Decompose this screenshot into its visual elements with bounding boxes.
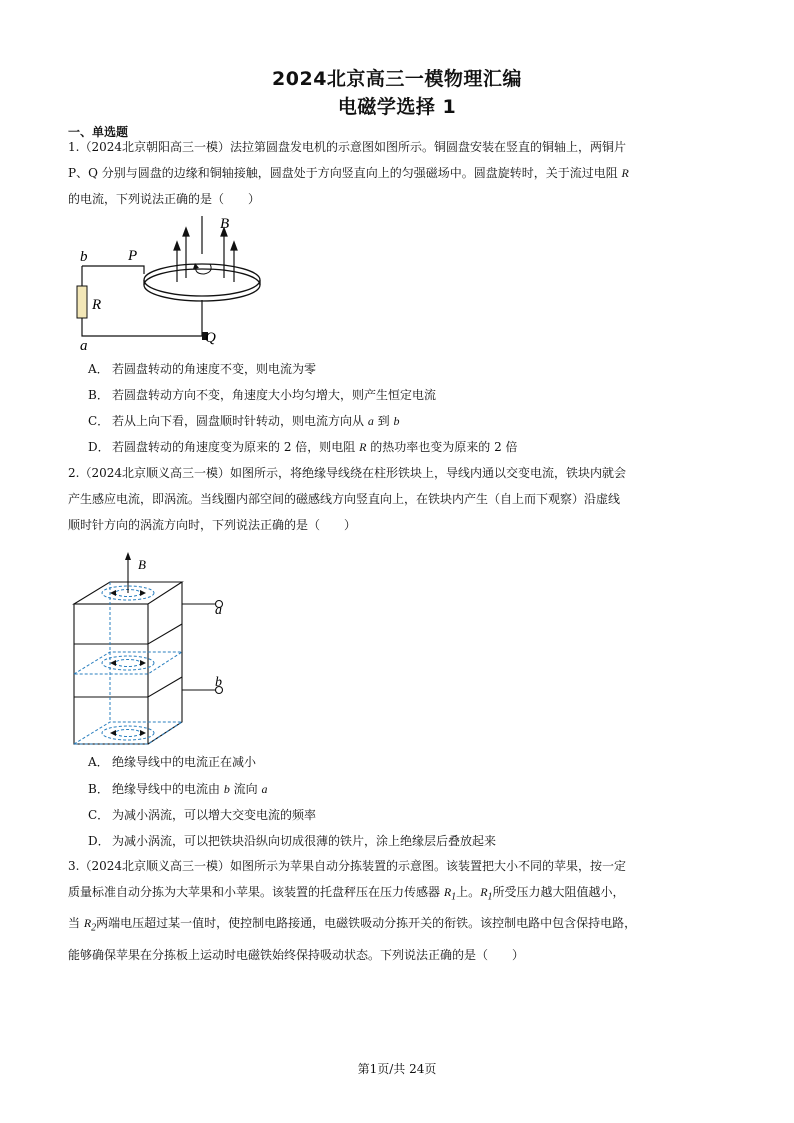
q2-option-b: B． 绝缘导线中的电流由 b 流向 a: [88, 782, 268, 796]
q1-line1: 1.（2024北京朝阳高三一模）法拉第圆盘发电机的示意图如图所示。铜圆盘安装在竖直的铜轴上，两铜片: [68, 140, 626, 154]
q2-iron-block-figure: [66, 552, 236, 752]
q2-label-a: a: [215, 603, 222, 618]
q3-line1: 3.（2024北京顺义高三一模）如图所示为苹果自动分拣装置的示意图。该装置把大小不同的苹果，按一定: [68, 859, 626, 873]
q2-label-b: b: [215, 675, 222, 690]
document-title-line2: 电磁学选择 1: [337, 96, 457, 118]
section-heading: 一、单选题: [68, 125, 129, 139]
q1-label-a: a: [80, 338, 88, 354]
page-footer: 第1页/共 24页: [357, 1062, 437, 1076]
q1-line3: 的电流，下列说法正确的是（ ）: [68, 192, 261, 206]
q2-line1: 2.（2024北京顺义高三一模）如图所示，将绝缘导线绕在柱形铁块上，导线内通以交变电流，铁块内就会: [68, 466, 626, 480]
q1-label-P: P: [128, 248, 138, 264]
q2-option-d: D． 为减小涡流，可以把铁块沿纵向切成很薄的铁片，涂上绝缘层后叠放起来: [88, 834, 497, 848]
question-3-stem: [68, 853, 728, 968]
q1-option-d: D． 若圆盘转动的角速度变为原来的 2 倍，则电阻 R 的热功率也变为原来的 2 倍: [88, 440, 518, 454]
q3-line3: 当 $R_2$两端电压超过某一值时，使控制电路接通，电磁铁吸动分拣开关的衔铁。该控制电路中包含保持电路，: [68, 916, 637, 934]
q3-line4: 能够确保苹果在分拣板上运动时电磁铁始终保持吸动状态。下列说法正确的是（ ）: [68, 947, 525, 962]
q3-line2: 质量标准自动分拣为大苹果和小苹果。该装置的托盘秤压在压力传感器 $R_1$上。$R_1$所受压力越大阻值越小，: [68, 885, 625, 903]
q1-label-Q: Q: [205, 330, 216, 346]
q2-option-c: C． 为减小涡流，可以增大交变电流的频率: [88, 808, 317, 822]
q1-label-R: R: [92, 297, 102, 313]
q1-disc-generator-figure: [72, 214, 272, 354]
q1-option-a: A． 若圆盘转动的角速度不变，则电流为零: [88, 362, 317, 376]
q2-line2: 产生感应电流，即涡流。当线圈内部空间的磁感线方向竖直向上，在铁块内产生（自上而下观察）沿虚线: [68, 492, 621, 506]
q1-label-b: b: [80, 249, 88, 265]
q2-label-B: B: [138, 557, 146, 572]
question-1-stem: [68, 134, 728, 212]
q1-option-b: B． 若圆盘转动方向不变，角速度大小均匀增大，则产生恒定电流: [88, 388, 437, 402]
q2-line3: 顺时针方向的涡流方向时，下列说法正确的是（ ）: [68, 518, 357, 532]
q1-option-c: C． 若从上向下看，圆盘顺时针转动，则电流方向从 a 到 b: [88, 414, 400, 428]
q1-line2: P、Q 分别与圆盘的边缘和铜轴接触，圆盘处于方向竖直向上的匀强磁场中。圆盘旋转时，关于流过电阻 R: [68, 166, 629, 180]
q1-label-B: B: [220, 216, 230, 232]
question-2-stem: [68, 460, 728, 538]
document-title-line1: 2024北京高三一模物理汇编: [272, 68, 522, 90]
q2-option-a: A． 绝缘导线中的电流正在减小: [88, 755, 257, 769]
